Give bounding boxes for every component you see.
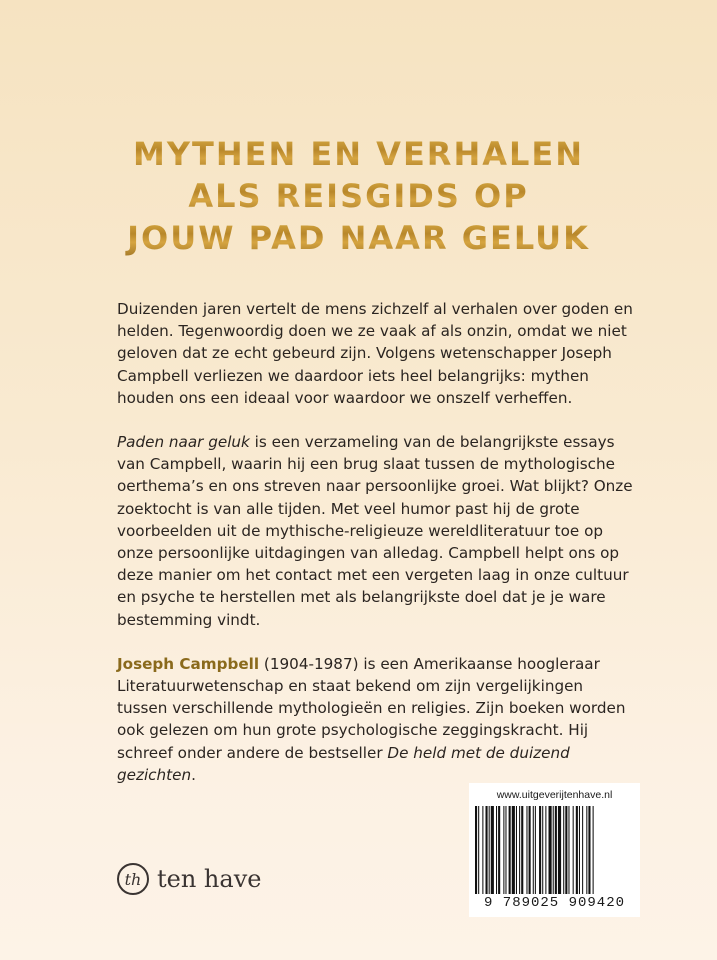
barcode-bar [555,806,557,894]
barcode-bar [498,806,500,894]
barcode-bar [588,806,590,894]
blurb-paragraph-book [117,431,637,631]
barcode-bar [539,806,541,894]
barcode-bar [568,806,569,894]
barcode-bar [519,806,520,894]
blurb-paragraph-intro: Duizenden jaren vertelt de mens zichzelf al verhalen over goden en helden. Tegenwoordig doen we ze vaak af als onzin, omdat we niet geloven dat ze echt gebeurd zijn. Volgens wetenschapper Joseph Campbell verliezen we daardoor iets heel belangrijks: mythen houden ons een ideaal voor waardoor we onszelf verheffen. [117,300,633,407]
barcode-bar [563,806,564,894]
barcode-bar [593,806,594,894]
isbn-barcode [475,806,634,894]
barcode-bar [542,806,543,894]
author-bio-end: . [191,765,196,784]
barcode-bar [503,806,504,894]
headline-line-2: ALS REISGIDS OP [0,175,717,217]
barcode-bar [505,806,506,894]
barcode-bar [533,806,534,894]
barcode-bar [535,806,536,894]
isbn-number: 9 789025 909420 [483,895,626,911]
barcode-bar [475,806,477,894]
back-cover-headline [0,133,717,259]
barcode-bar [491,806,494,894]
barcode-bar [482,806,483,894]
bestseller-title: De held met de duizend gezichten [117,743,570,784]
publisher-url: www.uitgeverijtenhave.nl [496,789,613,801]
barcode-bar [573,806,574,894]
barcode-bar [565,806,567,894]
book-description: is een verzameling van de belangrijkste essays van Campbell, waarin hij een brug slaat tussen de mythologische oerthema’s en ons streven naar persoonlijke groei. Wat blijkt? Onze zoektocht is van alle tijden. Met veel humor past hij de grote voorbeelden uit de mythische-religieuze wereldliteratuur toe op onze persoonlijke uitdagingen van alledag. Campbell helpt ons op deze manier om het contact met een vergeten laag in onze cultuur en psyche te herstellen met als belangrijkste doel dat je je ware bestemming vindt. [117,433,633,629]
publisher-logo [117,861,261,897]
author-bio: (1904-1987) is een Amerikaanse hoogleraar Literatuurwetenschap en staat bekend om zijn vergelijkingen tussen verschillende mythologieën en religies. Zijn boeken worden ook gelezen om hun grote psychologische zeggingskracht. Hij schreef onder andere de bestseller [117,654,626,762]
barcode-box [469,783,640,917]
author-name: Joseph Campbell [117,654,260,673]
barcode-bar [496,806,497,894]
blurb-paragraph-author [117,653,637,786]
headline-line-1: MYTHEN EN VERHALEN [0,133,717,175]
barcode-bar [582,806,583,894]
barcode-bar [512,806,515,894]
barcode-bar [489,806,490,894]
barcode-bar [558,806,561,894]
barcode-bar [553,806,554,894]
barcode-bar [529,806,531,894]
barcode-bar [509,806,511,894]
publisher-monogram-icon: th [117,863,149,895]
barcode-bar [521,806,523,894]
barcode-bar [549,806,552,894]
barcode-bar [478,806,479,894]
book-title: Paden naar geluk [117,433,250,452]
barcode-bar [545,806,546,894]
barcode-bar [579,806,580,894]
barcode-bar [586,806,587,894]
headline-line-3: JOUW PAD NAAR GELUK [0,217,717,259]
blurb-text [117,298,637,786]
barcode-bar [526,806,527,894]
barcode-bar [516,806,517,894]
barcode-bar [486,806,488,894]
publisher-name: ten have [157,865,262,893]
barcode-bar [576,806,578,894]
